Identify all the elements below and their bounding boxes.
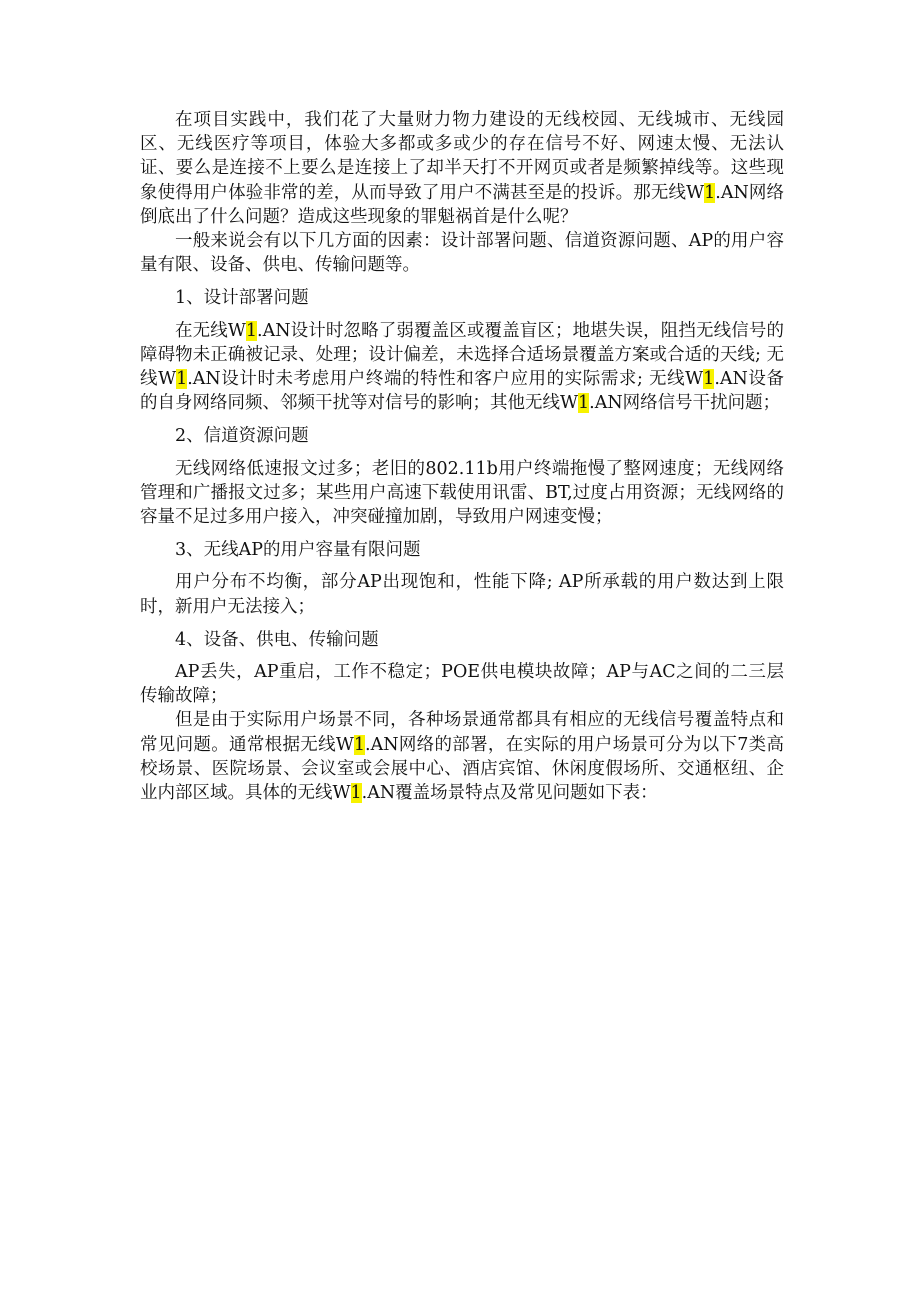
document-body (140, 108, 784, 805)
text-run: .AN网络的部署，在实际的用户场景可分为以下7类高校场景、医院场景、会议室或会展中心、酒店宾馆、休闲度假场所、交通枢纽、企业内部区域。具体的无线W (140, 734, 784, 804)
text-run: 用户分布不均衡，部分AP出现饱和，性能下降; AP所承载的用户数达到上限时，新用户无法接入； (140, 572, 784, 617)
text-run: .AN网络信号干扰问题； (589, 393, 781, 414)
text-run: 但是由于实际用户场景不同，各种场景通常都具有相应的无线信号覆盖特点和常见问题。通常根据无线W (140, 710, 784, 755)
highlighted-text: 1 (578, 393, 590, 414)
highlighted-text: 1 (245, 320, 257, 341)
section-heading (140, 628, 784, 652)
text-run: .AN设计时忽略了弱覆盖区或覆盖盲区；地堪失误，阻挡无线信号的障碍物未正确被记录、处理；设计偏差，未选择合适场景覆盖方案或合适的天线; 无线W (140, 320, 784, 390)
body-paragraph (140, 229, 784, 277)
section-heading (140, 424, 784, 448)
highlighted-text: 1 (704, 182, 716, 203)
section-heading (140, 286, 784, 310)
highlighted-text: 1 (350, 783, 362, 804)
body-paragraph (140, 319, 784, 416)
text-run: .AN设计时未考虑用户终端的特性和客户应用的实际需求; 无线W (187, 369, 704, 390)
text-run: 3、无线AP的用户容量有限问题 (175, 540, 421, 561)
text-run: 4、设备、供电、传输问题 (175, 629, 379, 650)
text-run: 在无线W (175, 320, 246, 341)
text-run: 2、信道资源问题 (175, 426, 309, 447)
body-paragraph (140, 570, 784, 618)
highlighted-text: 1 (703, 369, 715, 390)
body-paragraph (140, 708, 784, 805)
body-paragraph (140, 660, 784, 708)
highlighted-text: 1 (353, 734, 366, 755)
text-run: 1、设计部署问题 (175, 288, 309, 309)
body-paragraph (140, 108, 784, 229)
highlighted-text: 1 (176, 369, 188, 390)
text-run: AP丢失，AP重启，工作不稳定；POE供电模块故障；AP与AC之间的二三层传输故障； (140, 662, 784, 707)
text-run: .AN覆盖场景特点及常见问题如下表： (361, 783, 658, 804)
text-run: .AN设备的自身网络同频、邻频干扰等对信号的影响；其他无线W (140, 369, 784, 414)
section-heading (140, 538, 784, 562)
text-run: .AN网络倒底出了什么问题？造成这些现象的罪魁祸首是什么呢？ (140, 182, 784, 227)
body-paragraph (140, 457, 784, 530)
text-run: 在项目实践中，我们花了大量财力物力建设的无线校园、无线城市、无线园区、无线医疗等项目，体验大多都或多或少的存在信号不好、网速太慢、无法认证、要么是连接不上要么是连接上了却半天打不开网页或者是频繁掉线等。这些现象使得用户体验非常的差，从而导致了用户不满甚至是的投诉。那无线W (140, 110, 784, 203)
text-run: 一般来说会有以下几方面的因素：设计部署问题、信道资源问题、AP的用户容量有限、设备、供电、传输问题等。 (140, 231, 784, 276)
text-run: 无线网络低速报文过多；老旧的802.11b用户终端拖慢了整网速度；无线网络管理和广播报文过多；某些用户高速下载使用讯雷、BT,过度占用资源；无线网络的容量不足过多用户接入，冲突碰撞加剧，导致用户网速变慢； (140, 458, 784, 528)
